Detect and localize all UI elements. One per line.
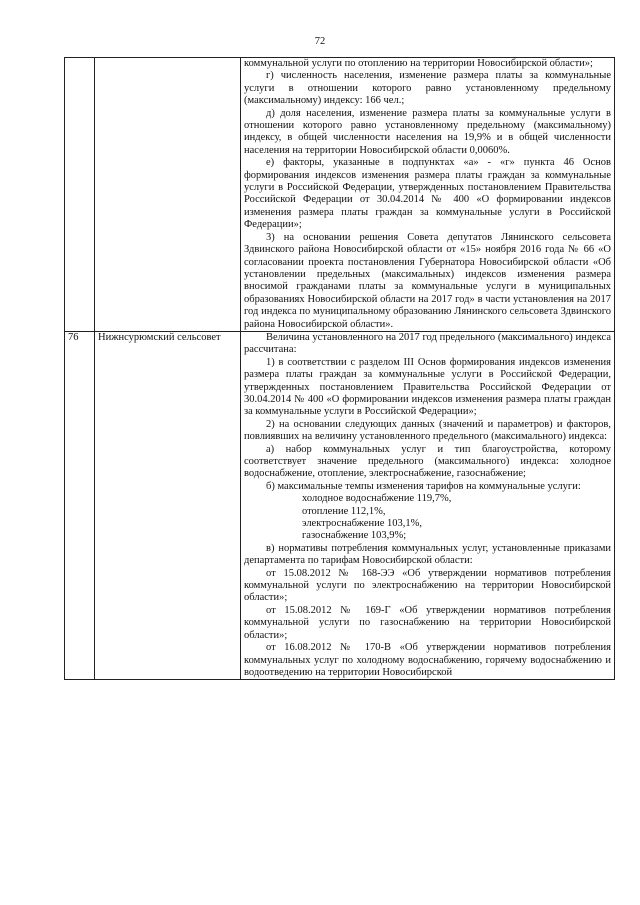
paragraph: Величина установленного на 2017 год предельного (максимального) индекса рассчитана: bbox=[244, 331, 611, 356]
description-cell bbox=[241, 58, 615, 332]
paragraph: электроснабжение 103,1%, bbox=[302, 518, 422, 530]
paragraph: коммунальной услуги по отоплению на территории Новосибирской области»; bbox=[244, 58, 593, 69]
description-cell bbox=[241, 331, 615, 679]
paragraph: е) факторы, указанные в подпунктах «а» - «г» пункта 46 Основ формирования индексов изменения размера платы граждан за коммунальные услуги в Российской Федерации, утвержденных постановлением Правительства Российской Федерации от 30.04.2014 № 400 «О формировании индексов изменения размера платы граждан за коммунальные услуги в Российской Федерации»; bbox=[244, 157, 611, 231]
paragraph: б) максимальные темпы изменения тарифов на коммунальные услуги: bbox=[266, 480, 581, 492]
paragraph: д) доля населения, изменение размера платы за коммунальные услуги в отношении которого равно установленному предельному (максимальному) индексу, в общей численности населения на 19,9% и в общей численности населения на территории Новосибирской области 0,0060%. bbox=[244, 107, 611, 156]
document-table bbox=[64, 57, 615, 680]
municipality-name: Нижнсурюмский сельсовет bbox=[95, 331, 241, 679]
page-number: 72 bbox=[314, 36, 326, 47]
paragraph: от 15.08.2012 № 169-Г «Об утверждении нормативов потребления коммунальной услуги по газоснабжению на территории Новосибирской области»; bbox=[244, 604, 611, 641]
paragraph: газоснабжение 103,9%; bbox=[302, 530, 407, 542]
paragraph: в) нормативы потребления коммунальных услуг, установленные приказами департамента по тарифам Новосибирской области: bbox=[244, 542, 611, 567]
table-row bbox=[65, 58, 615, 332]
paragraph: 2) на основании следующих данных (значений и параметров) и факторов, повлиявших на величину установленного предельного (максимального) индекса: bbox=[244, 418, 611, 443]
paragraph: а) набор коммунальных услуг и тип благоустройства, которому соответствует значение предельного (максимального) индекса: холодное водоснабжение, отопление, электроснабжение, газоснабжение; bbox=[244, 443, 611, 480]
paragraph: г) численность населения, изменение размера платы за коммунальные услуги в отношении которого равно установленному предельному (максимальному) индексу: 166 чел.; bbox=[244, 70, 611, 107]
table-row bbox=[65, 331, 615, 679]
municipality-name bbox=[95, 58, 241, 332]
paragraph: 3) на основании решения Совета депутатов Лянинского сельсовета Здвинского района Новосибирской области от «15» ноября 2016 года № 66 «О согласовании проекта постановления Губернатора Новосибирской области «Об установлении предельных (максимальных) индексов изменения размера вносимой гражданами платы за коммунальные услуги в муниципальных образованиях Новосибирской области на 2017 год» в части установления на 2017 год индекса по муниципальному образованию Лянинского сельсовета Здвинского района Новосибирской области». bbox=[244, 231, 611, 330]
paragraph: от 16.08.2012 № 170-В «Об утверждении нормативов потребления коммунальных услуг по холодному водоснабжению, горячему водоснабжению и водоотведению на территории Новосибирской bbox=[244, 642, 611, 678]
row-number bbox=[65, 58, 95, 332]
paragraph: отопление 112,1%, bbox=[302, 505, 386, 517]
paragraph: от 15.08.2012 № 168-ЭЭ «Об утверждении нормативов потребления коммунальной услуги по электроснабжению на территории Новосибирской области»; bbox=[244, 567, 611, 604]
paragraph: холодное водоснабжение 119,7%, bbox=[302, 493, 452, 505]
row-number: 76 bbox=[65, 331, 95, 679]
paragraph: 1) в соответствии с разделом III Основ формирования индексов изменения размера платы граждан за коммунальные услуги в Российской Федерации, утвержденных постановлением Правительства Российской Федерации от 30.04.2014 № 400 «О формировании индексов изменения размера платы граждан за коммунальные услуги в Российской Федерации»; bbox=[244, 356, 611, 418]
